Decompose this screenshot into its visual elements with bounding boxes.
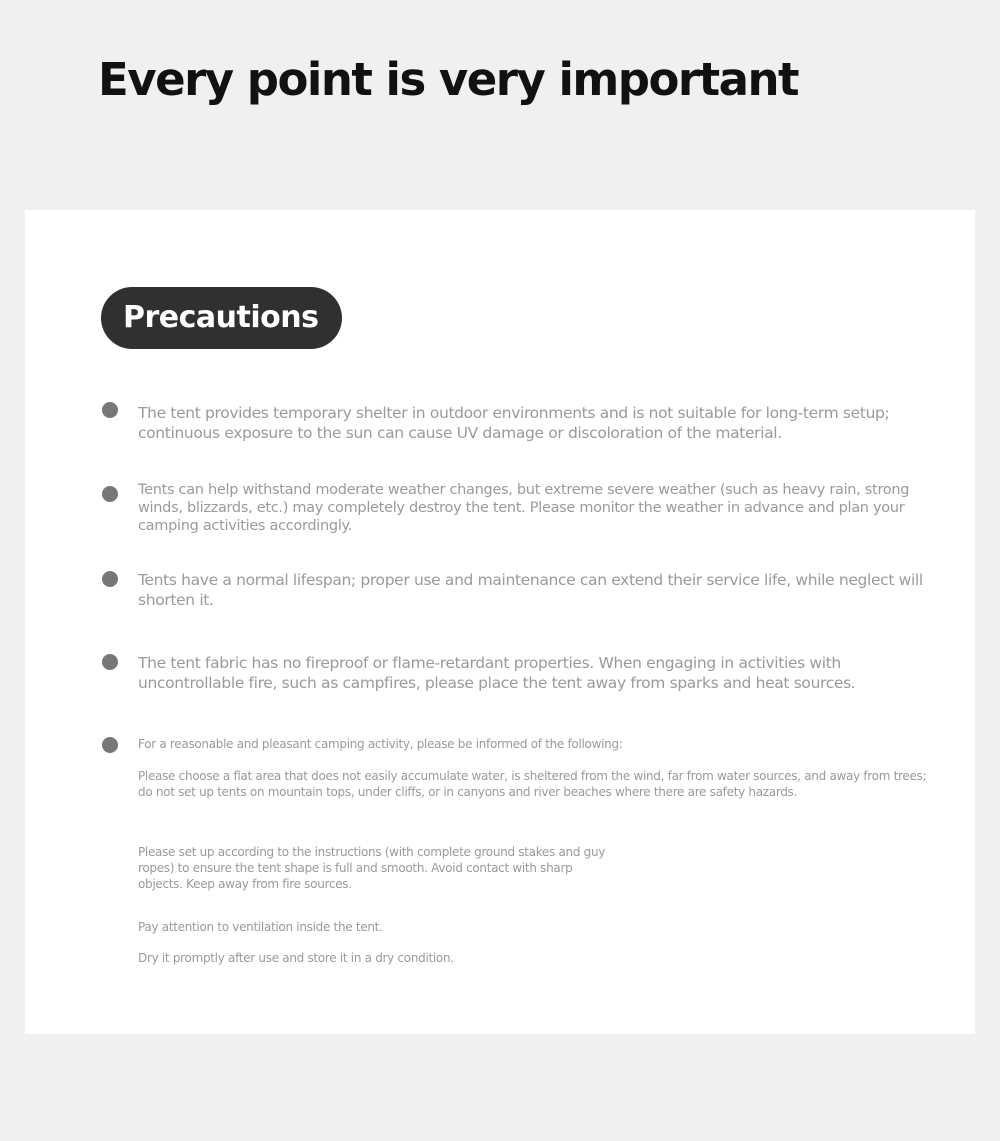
camping-tips-intro: For a reasonable and pleasant camping activity, please be informed of the following:	[138, 737, 623, 751]
bullet-icon	[102, 571, 118, 587]
bullet-icon	[102, 486, 118, 502]
precaution-item-4: The tent fabric has no fireproof or flame-retardant properties. When engaging in activities with uncontrollable fire, such as campfires, please place the tent away from sparks and heat sources.	[138, 654, 856, 692]
precaution-item-1: The tent provides temporary shelter in outdoor environments and is not suitable for long-term setup; continuous exposure to the sun can cause UV damage or discoloration of the material.	[138, 404, 890, 442]
camping-tip-drying: Dry it promptly after use and store it in a dry condition.	[138, 951, 454, 965]
precaution-item-3: Tents have a normal lifespan; proper use and maintenance can extend their service life, while neglect will shorten it.	[138, 571, 923, 609]
precaution-item-2: Tents can help withstand moderate weather changes, but extreme severe weather (such as heavy rain, strong winds, blizzards, etc.) may completely destroy the tent. Please monitor the weather in advance and plan your camping activities accordingly.	[138, 482, 910, 534]
camping-tip-site-selection: Please choose a flat area that does not easily accumulate water, is sheltered from the wind, far from water sources, and away from trees; do not set up tents on mountain tops, under cliffs, or in canyons and river beaches where there are safety hazards.	[138, 769, 927, 799]
camping-tip-setup: Please set up according to the instructions (with complete ground stakes and guy ropes) to ensure the tent shape is full and smooth. Avoid contact with sharp objects. Keep away from fire sources.	[138, 845, 606, 891]
page-headline: Every point is very important	[98, 53, 799, 106]
bullet-icon	[102, 402, 118, 418]
precautions-card	[25, 210, 975, 1034]
precautions-title-badge: Precautions	[101, 287, 342, 349]
bullet-icon	[102, 654, 118, 670]
camping-tip-ventilation: Pay attention to ventilation inside the tent.	[138, 920, 383, 934]
bullet-icon	[102, 737, 118, 753]
